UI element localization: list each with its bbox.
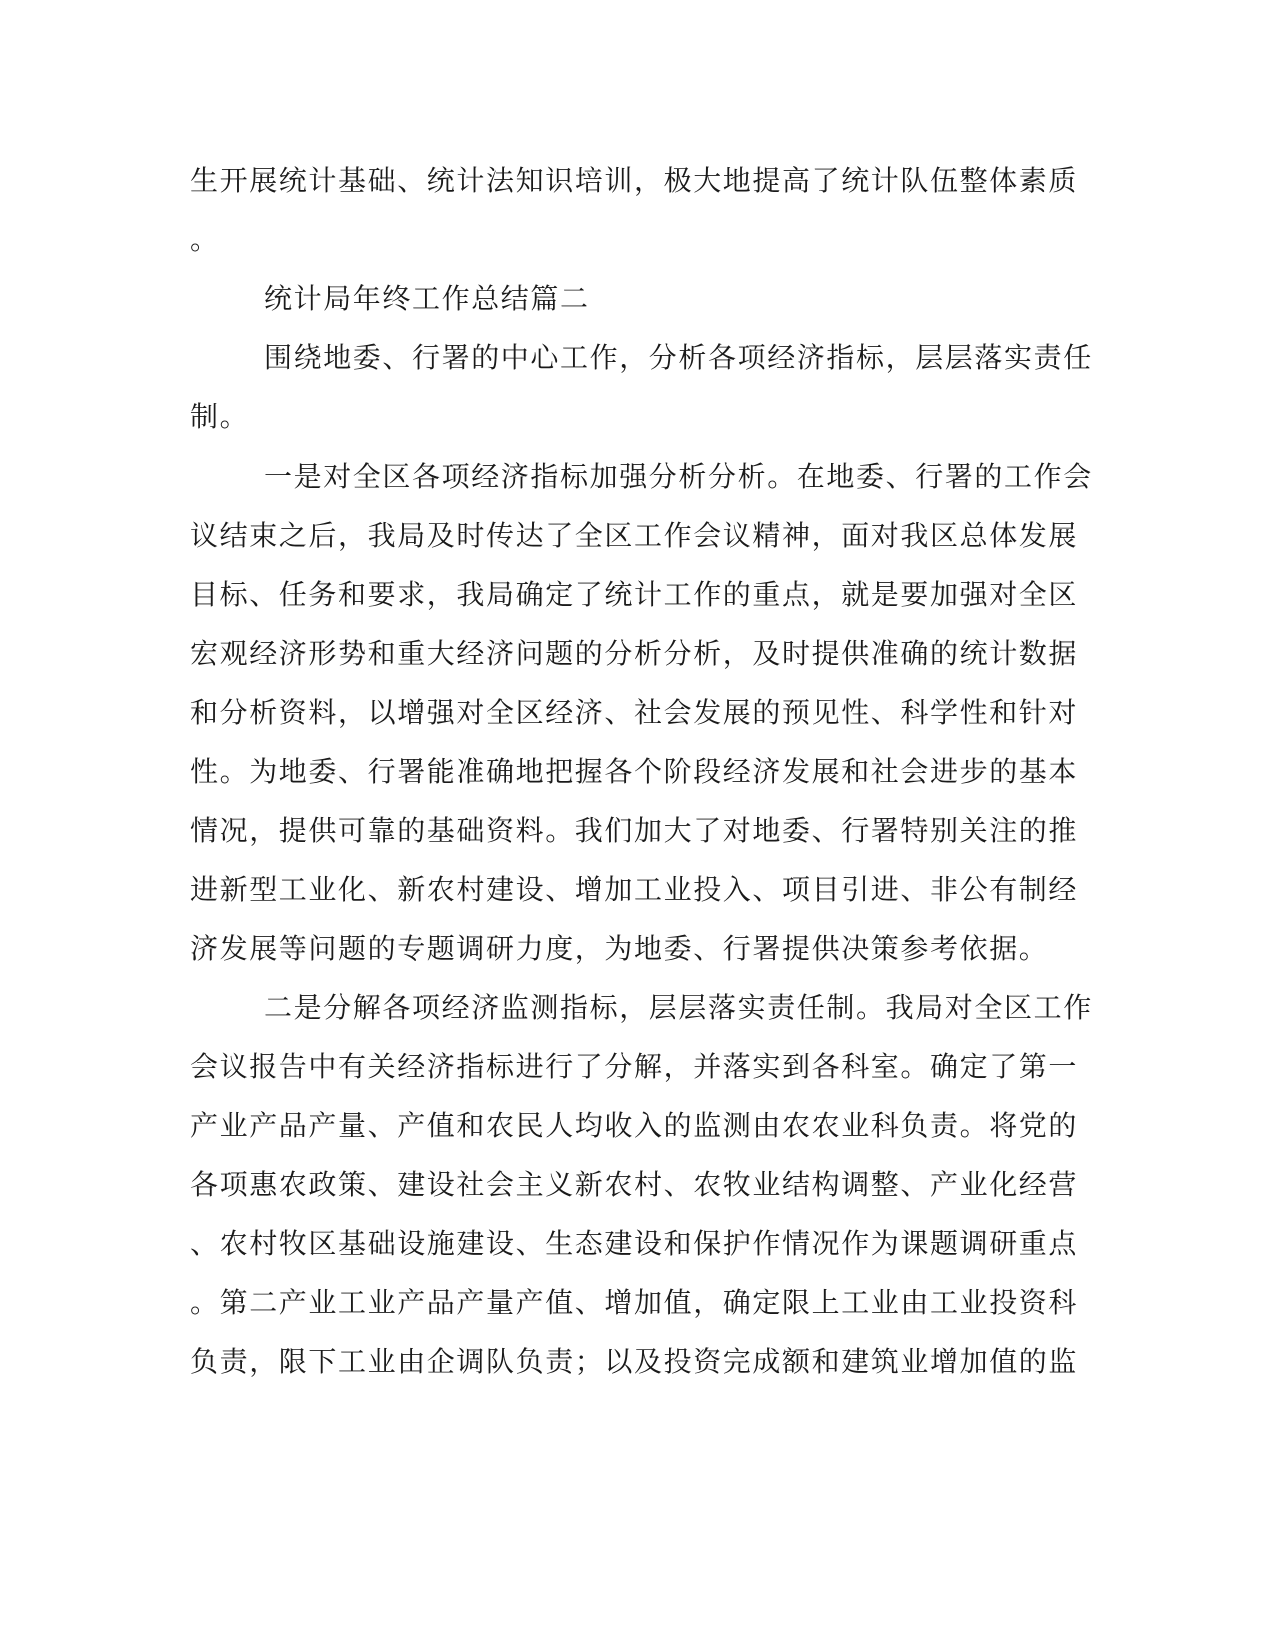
text-line: 。 [190,223,220,256]
text-line: 产业产品产量、产值和农民人均收入的监测由农农业科负责。将党的 [190,1109,1079,1142]
text-line: 制。 [190,400,250,433]
text-line: 围绕地委、行署的中心工作，分析各项经济指标，层层落实责任 [264,341,1093,374]
text-line: 和分析资料，以增强对全区经济、社会发展的预见性、科学性和针对 [190,696,1079,729]
text-line: 二是分解各项经济监测指标，层层落实责任制。我局对全区工作 [264,991,1093,1024]
text-line: 会议报告中有关经济指标进行了分解，并落实到各科室。确定了第一 [190,1050,1079,1083]
text-line: 负责，限下工业由企调队负责；以及投资完成额和建筑业增加值的监 [190,1345,1079,1378]
section-heading: 统计局年终工作总结篇二 [264,282,590,315]
text-line: 目标、任务和要求，我局确定了统计工作的重点，就是要加强对全区 [190,578,1079,611]
text-line: 、农村牧区基础设施建设、生态建设和保护作情况作为课题调研重点 [190,1227,1079,1260]
text-line: 议结束之后，我局及时传达了全区工作会议精神，面对我区总体发展 [190,519,1079,552]
text-line: 生开展统计基础、统计法知识培训，极大地提高了统计队伍整体素质 [190,164,1079,197]
text-line: 一是对全区各项经济指标加强分析分析。在地委、行署的工作会 [264,460,1093,493]
text-line: 济发展等问题的专题调研力度，为地委、行署提供决策参考依据。 [190,932,1049,965]
text-line: 。第二产业工业产品产量产值、增加值，确定限上工业由工业投资科 [190,1286,1079,1319]
text-line: 进新型工业化、新农村建设、增加工业投入、项目引进、非公有制经 [190,873,1079,906]
text-line: 宏观经济形势和重大经济问题的分析分析，及时提供准确的统计数据 [190,637,1079,670]
text-line: 性。为地委、行署能准确地把握各个阶段经济发展和社会进步的基本 [190,755,1079,788]
text-line: 情况，提供可靠的基础资料。我们加大了对地委、行署特别关注的推 [190,814,1079,847]
text-line: 各项惠农政策、建设社会主义新农村、农牧业结构调整、产业化经营 [190,1168,1079,1201]
